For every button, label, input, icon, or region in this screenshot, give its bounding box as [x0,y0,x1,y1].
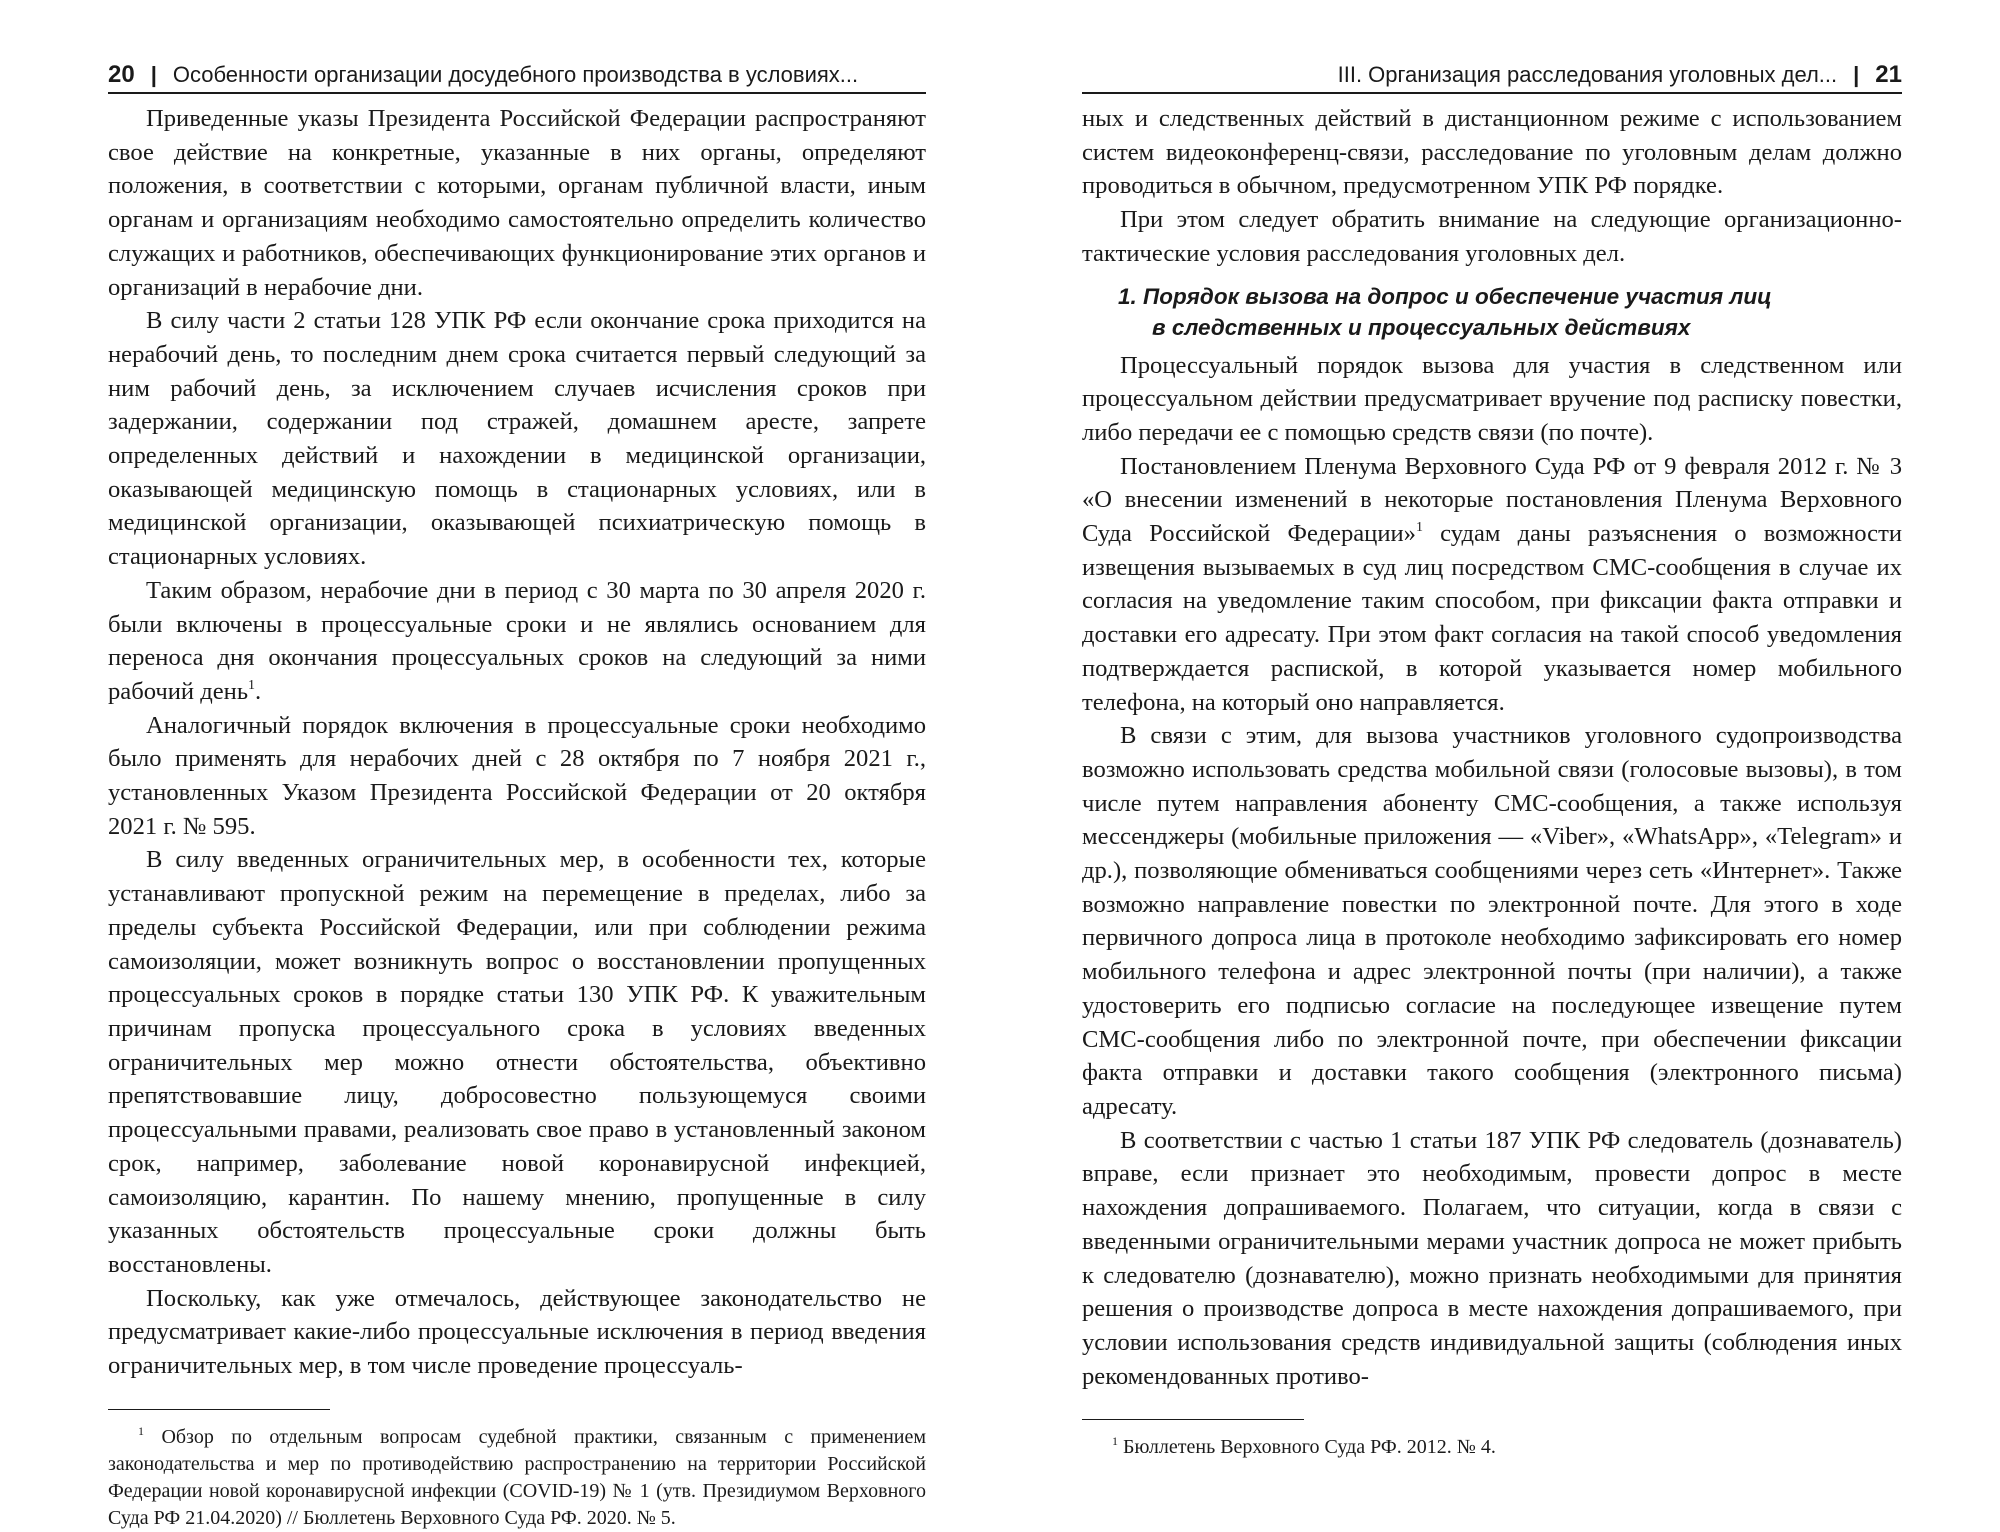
footnote-marker: 1 [138,1423,144,1438]
left-page [108,58,926,1532]
header-separator: | [1853,62,1860,87]
footnote-marker: 1 [1112,1434,1118,1449]
running-head-right [1082,58,1902,94]
paragraph [108,574,926,709]
footnote [108,1424,926,1532]
right-body-text [1082,102,1902,1393]
running-title: III. Организация расследования уголовных дел... [1337,62,1838,87]
footnote-text: Обзор по отдельным вопросам судебной практики, связанным с применением законодательства и мер по противодействию распространению на территории Российской Федерации новой коронавирусной инфекции (COVID-19) № 1 (утв. Президиумом Верховного Суда РФ 21.04.2020) // Бюллетень Верховного Суда РФ. 2020. № 5. [108,1425,927,1529]
paragraph: Приведенные указы Президента Российской Федерации распространяют свое действие на конкретные, указанные в них органы, определяют положения, в соответствии с которыми, органам публичной власти, иным органам и организациям необходимо самостоятельно определить количество служащих и работников, обеспечивающих функционирование этих органов и организаций в нерабочие дни. [108,105,926,301]
header-separator: | [150,62,157,87]
paragraph: В связи с этим, для вызова участников уголовного судопроизводства возможно использовать средства мобильной связи (голосовые вызовы), в том числе путем направления абоненту СМС-сообщения, а также используя мессенджеры (мобильные приложения — «Viber», «WhatsApp», «Telegram» и др.), позволяющие обмениваться сообщениями через сеть «Интернет». Также возможно направление повестки по электронной почте. Для этого в ходе первичного допроса лица в протоколе необходимо зафиксировать его номер мобильного телефона и адрес электронной почты (при наличии), а также удостоверить его подписью согласие на последующее извещение путем СМС-сообщения либо по электронной почте, при обеспечении фиксации факта отправки и доставки такого сообщения (электронного письма) адресату. [1082,722,1902,1120]
footnote-divider [1082,1419,1304,1420]
paragraph: В силу введенных ограничительных мер, в особенности тех, которые устанавливают пропускной режим на перемещение в пределах, либо за пределы субъекта Российской Федерации, или при соблюдении режима самоизоляции, может возникнуть вопрос о восстановлении пропущенных процессуальных сроков в порядке статьи 130 УПК РФ. К уважительным причинам пропуска процессуального срока в условиях введенных ограничительных мер можно отнести обстоятельства, объективно препятствовавшие лицу, добросовестно пользующемуся своими процессуальными правами, реализовать свое право в установленный законом срок, например, заболевание новой коронавирусной инфекцией, самоизоляцию, карантин. По нашему мнению, пропущенные в силу указанных обстоятельств процессуальные сроки должны быть восстановлены. [108,846,926,1278]
paragraph: В соответствии с частью 1 статьи 187 УПК РФ следователь (дознаватель) вправе, если признает это необходимым, провести допрос в месте нахождения допрашиваемого. Полагаем, что ситуации, когда в связи с введенными ограничительными мерами участник допроса не может прибыть к следователю (дознавателю), можно признать необходимыми для принятия решения о производстве допроса в месте нахождения допрашиваемого, при условии использования средств индивидуальной защиты (соблюдения иных рекомендованных противо- [1082,1126,1902,1390]
left-body-text [108,102,926,1383]
footnote [1082,1434,1902,1461]
footnote-reference: 1 [248,677,256,693]
paragraph: Аналогичный порядок включения в процессуальные сроки необходимо было применять для нерабочих дней с 28 октября по 7 ноября 2021 г., установленных Указом Президента Российской Федерации от 20 октября 2021 г. № 595. [108,711,926,840]
section-heading-line: в следственных и процессуальных действиях [1152,314,1691,340]
paragraph: В силу части 2 статьи 128 УПК РФ если окончание срока приходится на нерабочий день, то последним днем срока считается первый следующий за ним рабочий день, за исключением случаев исчисления сроков при задержании, содержании под стражей, домашнем аресте, запрете определенных действий и нахождении в медицинской организации, оказывающей медицинскую помощь в стационарных условиях, или в медицинской организации, оказывающей психиатрическую помощь в стационарных условиях. [108,307,926,571]
page-number: 20 [108,61,135,88]
section-heading-line: 1. Порядок вызова на допрос и обеспечение участия лиц [1118,283,1772,309]
paragraph-text: Постановлением Пленума Верховного Суда РФ от 9 февраля 2012 г. № 3 «О внесении изменений в некоторые постановления Пленума Верховного Суда Российской Федерации» [1082,452,1902,548]
paragraph: Поскольку, как уже отмечалось, действующее законодательство не предусматривает какие-либо процессуальные исключения в период введения ограничительных мер, в том числе проведение процессуаль- [108,1284,926,1380]
footnote-reference: 1 [1415,520,1423,536]
footnote-divider [108,1409,330,1410]
running-head-left [108,58,926,94]
footnote-text: Бюллетень Верховного Суда РФ. 2012. № 4. [1123,1436,1496,1459]
paragraph-text: судам даны разъяснения о возможности извещения вызываемых в суд лиц посредством СМС-сообщения в случае их согласия на уведомление таким способом, при фиксации факта отправки и доставки его адресату. При этом факт согласия на такой способ уведомления подтверждается распиской, в которой указывается номер мобильного телефона, на который оно направляется. [1082,520,1902,716]
page-number: 21 [1875,61,1902,88]
paragraph-end: . [255,677,262,705]
paragraph: При этом следует обратить внимание на следующие организационно-тактические условия расследования уголовных дел. [1082,206,1902,267]
right-page [1082,58,1902,1461]
paragraph [1082,450,1902,720]
running-title: Особенности организации досудебного производства в условиях... [172,62,859,87]
section-heading [1082,281,1902,343]
paragraph: Процессуальный порядок вызова для участия в следственном или процессуальном действии предусматривает вручение под расписку повестки, либо передачи ее с помощью средств связи (по почте). [1082,351,1902,446]
paragraph-text: Таким образом, нерабочие дни в период с 30 марта по 30 апреля 2020 г. были включены в процессуальные сроки и не являлись основанием для переноса дня окончания процессуальных сроков на следующий за ними рабочий день [108,576,926,705]
paragraph-continuation: ных и следственных действий в дистанционном режиме с использованием систем видеоконференц-связи, расследование по уголовным делам должно проводиться в обычном, предусмотренном УПК РФ порядке. [1082,105,1902,200]
